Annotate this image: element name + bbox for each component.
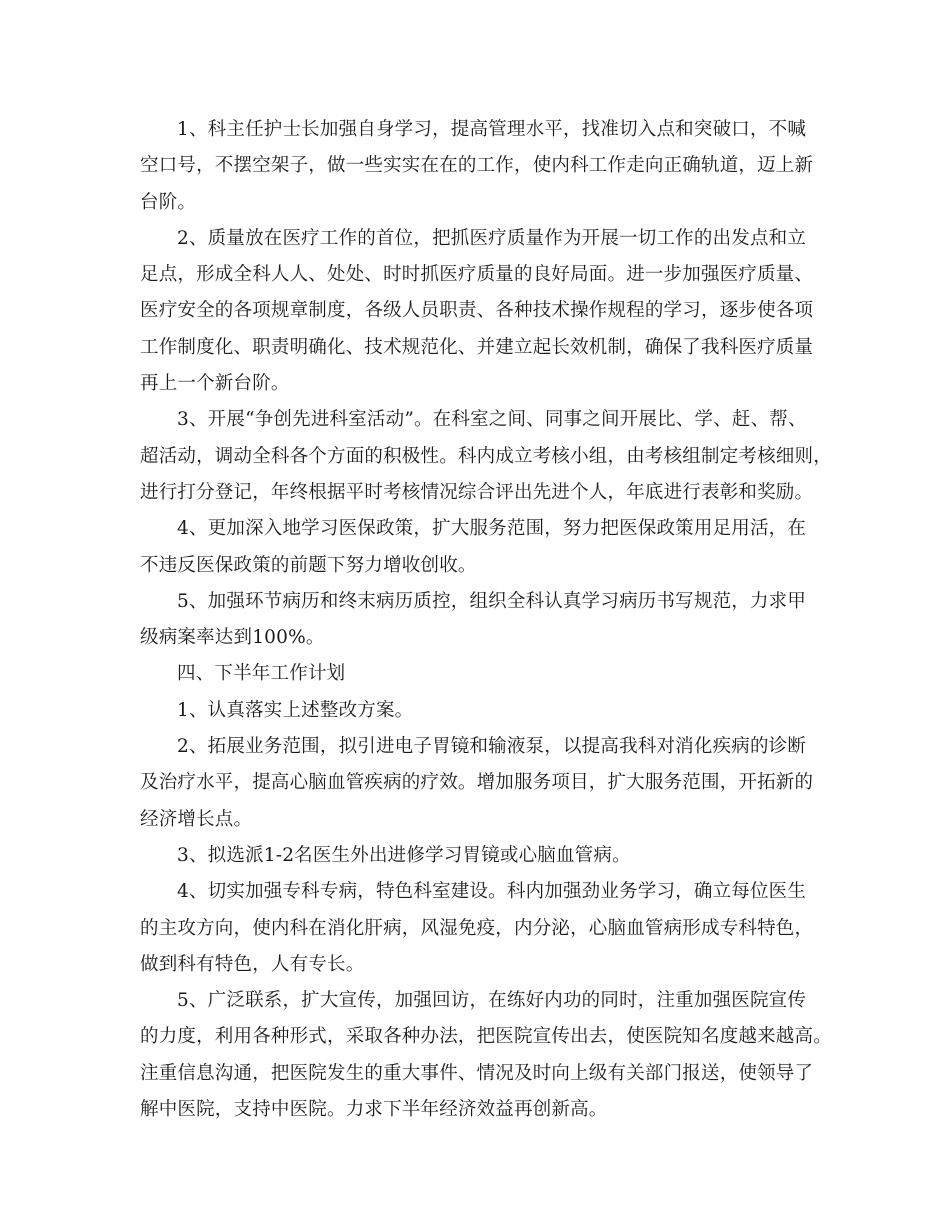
text-line: 的力度，利用各种形式，采取各种办法，把医院宣传出去，使医院知名度越来越高。 [140, 1026, 832, 1048]
text-line: 2、拓展业务范围，拟引进电子胃镜和输液泵，以提高我科对消化疾病的诊断 [177, 736, 807, 758]
text-line: 经济增长点。 [140, 808, 253, 830]
section-heading [140, 656, 830, 692]
text-line: 解中医院，支持中医院。力求下半年经济效益再创新高。 [140, 1099, 608, 1121]
text-line: 不违反医保政策的前题下努力增收创收。 [140, 554, 477, 576]
text-line: 超活动，调动全科各个方面的积极性。科内成立考核小组，由考核组制定考核细则， [140, 445, 832, 467]
text-line: 4、更加深入地学习医保政策，扩大服务范围，努力把医保政策用足用活，在 [177, 518, 807, 540]
paragraph-5 [140, 584, 830, 657]
text-line: 工作制度化、职责明确化、技术规范化、并建立起长效机制，确保了我科医疗质量 [140, 336, 814, 358]
text-line: 3、拟选派1-2名医生外出进修学习胃镜或心脑血管病。 [177, 844, 631, 866]
text-line: 4、切实加强专科专病，特色科室建设。科内加强劲业务学习，确立每位医生 [177, 881, 807, 903]
text-line: 3、开展“争创先进科室活动”。在科室之间、同事之间开展比、学、赶、帮、 [177, 409, 807, 431]
text-line: 2、质量放在医疗工作的首位，把抓医疗质量作为开展一切工作的出发点和立 [177, 227, 807, 249]
text-line: 进行打分登记，年终根据平时考核情况综合评出先进个人，年底进行表彰和奖励。 [140, 481, 814, 503]
text-line: 1、认真落实上述整改方案。 [177, 699, 414, 721]
text-line: 1、科主任护士长加强自身学习，提高管理水平，找准切入点和突破口，不喊 [177, 119, 807, 140]
text-line: 医疗安全的各项规章制度，各级人员职责、各种技术操作规程的学习，逐步使各项 [140, 300, 814, 322]
paragraph-7 [140, 729, 830, 838]
paragraph-8 [140, 838, 830, 874]
text-line: 及治疗水平，提高心脑血管疾病的疗效。增加服务项目，扩大服务范围，开拓新的 [140, 772, 814, 794]
text-line: 足点，形成全科人人、处处、时时抓医疗质量的良好局面。进一步加强医疗质量、 [140, 264, 814, 286]
heading-text: 四、下半年工作计划 [177, 663, 346, 685]
text-line: 空口号，不摆空架子，做一些实实在在的工作，使内科工作走向正确轨道，迈上新 [140, 155, 814, 177]
text-line: 注重信息沟通，把医院发生的重大事件、情况及时向上级有关部门报送，使领导了 [140, 1062, 814, 1084]
paragraph-3 [140, 402, 830, 511]
text-line: 级病案率达到100%。 [140, 627, 325, 649]
paragraph-2 [140, 221, 830, 402]
paragraph-9 [140, 874, 830, 983]
text-line: 的主攻方向，使内科在消化肝病，风湿免疫，内分泌，心脑血管病形成专科特色， [140, 917, 814, 939]
text-line: 5、加强环节病历和终末病历质控，组织全科认真学习病历书写规范，力求甲 [177, 590, 807, 612]
text-line: 再上一个新台阶。 [140, 373, 290, 395]
text-line: 5、广泛联系，扩大宣传，加强回访，在练好内功的同时，注重加强医院宣传 [177, 990, 807, 1012]
document-body [140, 112, 830, 1128]
text-line: 做到科有特色，人有专长。 [140, 953, 365, 975]
text-line: 台阶。 [140, 191, 197, 213]
paragraph-10 [140, 983, 830, 1128]
paragraph-6 [140, 693, 830, 729]
paragraph-4 [140, 511, 830, 584]
paragraph-1 [140, 112, 830, 221]
